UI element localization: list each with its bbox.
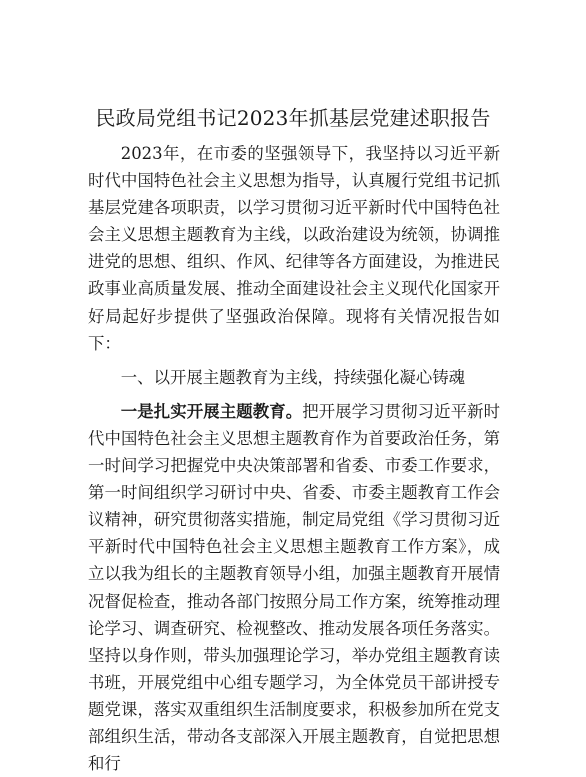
- document-body: [88, 140, 500, 777]
- document-title: 民政局党组书记2023年抓基层党建述职报告: [95, 106, 491, 130]
- section-heading-1: 一、以开展主题教育为主线，持续强化凝心铸魂: [120, 367, 465, 387]
- section-1-paragraph: [88, 398, 500, 777]
- intro-paragraph: 2023年，在市委的坚强领导下，我坚持以习近平新时代中国特色社会主义思想为指导，认真履行党组书记抓基层党建各项职责，以学习贯彻习近平新时代中国特色社会主义思想主题教育为主线，以政治建设为统领，协调推进党的思想、组织、作风、纪律等各方面建设，为推进民政事业高质量发展、推动全面建设社会主义现代化国家开好局起好步提供了坚强政治保障。现将有关情况报告如下：: [88, 144, 500, 353]
- section-1-lead: 一是扎实开展主题教育。: [120, 401, 303, 421]
- section-1-body: 把开展学习贯彻习近平新时代中国特色社会主义思想主题教育作为首要政治任务，第一时间学习把握党中央决策部署和省委、市委工作要求，第一时间组织学习研讨中央、省委、市委主题教育工作会议精神，研究贯彻落实措施，制定局党组《学习贯彻习近平新时代中国特色社会主义思想主题教育工作方案》，成立以我为组长的主题教育领导小组，加强主题教育开展情况督促检查，推动各部门按照分局工作方案，统筹推动理论学习、调查研究、检视整改、推动发展各项任务落实。坚持以身作则，带头加强理论学习，举办党组主题教育读书班，开展党组中心组专题学习，为全体党员干部讲授专题党课，落实双重组织生活制度要求，积极参加所在党支部组织生活，带动各支部深入开展主题教育，自觉把思想和行: [88, 401, 500, 774]
